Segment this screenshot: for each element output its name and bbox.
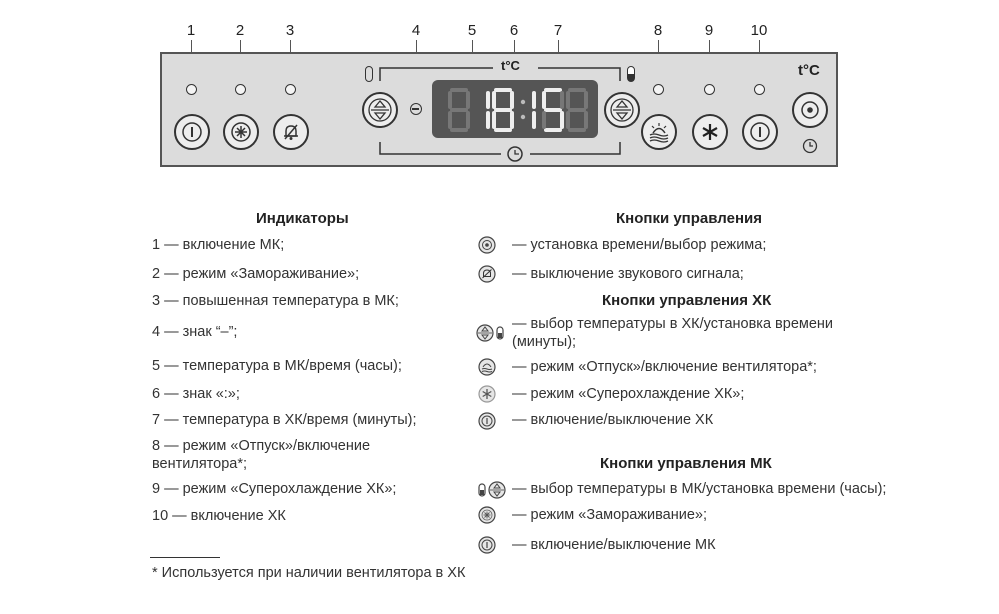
control-item-text: — выключение звукового сигнала; bbox=[512, 266, 744, 282]
callout-7: 7 bbox=[553, 22, 563, 39]
indicator-item: 9 — режим «Суперохлаждение ХК»; bbox=[152, 481, 397, 497]
freeze-icon bbox=[478, 506, 496, 524]
controls-title: Кнопки управления bbox=[616, 210, 762, 227]
clock-set-icon bbox=[799, 99, 821, 121]
fridge-control-text: — режим «Отпуск»/включение вентилятора*; bbox=[512, 359, 817, 375]
fridge-thermometer-icon bbox=[627, 66, 635, 82]
freezer-control-text: — выбор температуры в МК/установка времени (часы); bbox=[512, 481, 887, 497]
callout-6: 6 bbox=[509, 22, 519, 39]
indicator-item: 8 — режим «Отпуск»/включение bbox=[152, 438, 371, 454]
control-item-text: — установка времени/выбор режима; bbox=[512, 237, 767, 253]
callout-9: 9 bbox=[704, 22, 714, 39]
control-panel bbox=[160, 52, 838, 167]
freezer-control-text: — режим «Замораживание»; bbox=[512, 507, 708, 523]
callout-2: 2 bbox=[235, 22, 245, 39]
footnote-rule bbox=[150, 557, 220, 558]
indicator-item: 2 — режим «Замораживание»; bbox=[152, 266, 360, 282]
vacation-icon bbox=[478, 358, 496, 376]
supercool-icon bbox=[699, 121, 721, 143]
mode-temp-label: t°C bbox=[798, 62, 820, 79]
indicator-item: вентилятора*; bbox=[152, 456, 248, 472]
freezer-temp-icon bbox=[476, 479, 508, 501]
indicator-item: 7 — температура в ХК/время (минуты); bbox=[152, 412, 417, 428]
indicator-item: 5 — температура в МК/время (часы); bbox=[152, 358, 402, 374]
freezer-controls-title: Кнопки управления МК bbox=[600, 455, 772, 472]
vacation-button[interactable] bbox=[641, 114, 677, 150]
callout-10: 10 bbox=[750, 22, 768, 39]
alarm-off-icon bbox=[478, 265, 496, 283]
indicator-item: 3 — повышенная температура в МК; bbox=[152, 293, 399, 309]
indicator-item: 10 — включение ХК bbox=[152, 508, 286, 524]
power-icon bbox=[478, 536, 496, 554]
supercool-button[interactable] bbox=[692, 114, 728, 150]
footnote: * Используется при наличии вентилятора в ХК bbox=[152, 565, 466, 581]
clock-icon bbox=[802, 138, 818, 154]
indicator-item: 4 — знак “–”; bbox=[152, 324, 238, 340]
display-temp-label: t°C bbox=[501, 58, 520, 73]
indicator-item: 1 — включение МК; bbox=[152, 237, 285, 253]
freezer-control-text: — включение/выключение МК bbox=[512, 537, 716, 553]
fridge-control-text: — выбор температуры в ХК/установка времени bbox=[512, 316, 834, 332]
power-icon bbox=[749, 121, 771, 143]
display-digits bbox=[432, 80, 598, 138]
callout-8: 8 bbox=[653, 22, 663, 39]
fridge-control-text: — включение/выключение ХК bbox=[512, 412, 714, 428]
vacation-icon bbox=[647, 121, 671, 143]
fridge-power-button[interactable] bbox=[742, 114, 778, 150]
fridge-controls-title: Кнопки управления ХК bbox=[602, 292, 772, 309]
clock-set-icon bbox=[478, 236, 496, 254]
fridge-control-text: — режим «Суперохлаждение ХК»; bbox=[512, 386, 745, 402]
callout-1: 1 bbox=[186, 22, 196, 39]
fridge-control-text: (минуты); bbox=[512, 334, 577, 350]
indicator-item: 6 — знак «:»; bbox=[152, 386, 240, 402]
callout-5: 5 bbox=[467, 22, 477, 39]
fridge-temp-button[interactable] bbox=[604, 92, 640, 128]
up-down-arrows-icon bbox=[610, 97, 634, 123]
fridge-temp-icon bbox=[476, 322, 508, 344]
supercool-icon bbox=[478, 385, 496, 403]
callout-4: 4 bbox=[411, 22, 421, 39]
indicators-title: Индикаторы bbox=[256, 210, 349, 227]
mode-clock-button[interactable] bbox=[792, 92, 828, 128]
power-icon bbox=[478, 412, 496, 430]
digital-display bbox=[432, 80, 598, 138]
callout-3: 3 bbox=[285, 22, 295, 39]
